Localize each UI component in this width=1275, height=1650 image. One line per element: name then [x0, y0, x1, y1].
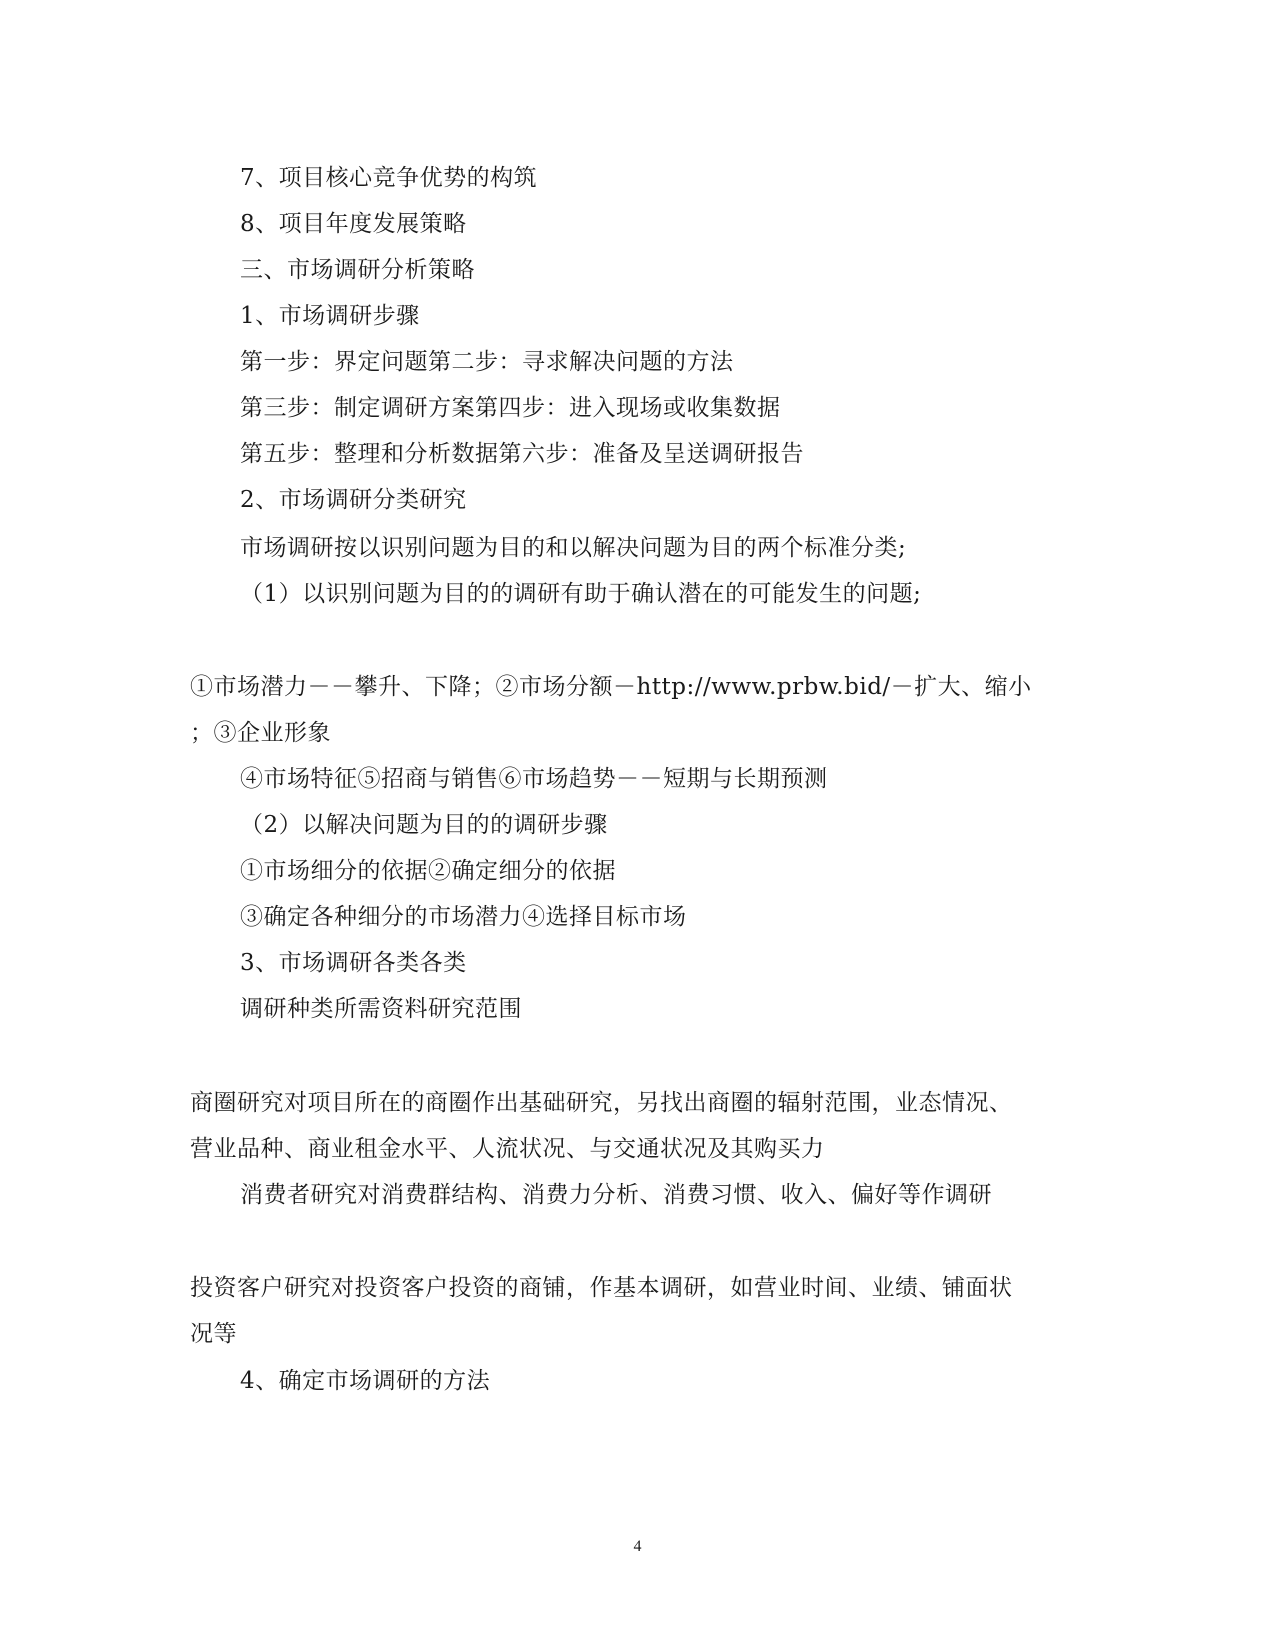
text-line: 第五步：整理和分析数据第六步：准备及呈送调研报告 [240, 441, 804, 467]
page-number: 4 [633, 1538, 642, 1555]
text-line: 投资客户研究对投资客户投资的商铺，作基本调研，如营业时间、业绩、铺面状 [190, 1275, 1013, 1301]
text-line: 7、项目核心竞争优势的构筑 [240, 165, 538, 191]
text-line: ④市场特征⑤招商与销售⑥市场趋势－－短期与长期预测 [240, 766, 828, 792]
text-line: 市场调研按以识别问题为目的和以解决问题为目的两个标准分类; [240, 535, 907, 561]
text-line: ③确定各种细分的市场潜力④选择目标市场 [240, 904, 687, 930]
text-line: 况等 [190, 1321, 237, 1347]
text-line: 第一步：界定问题第二步：寻求解决问题的方法 [240, 349, 734, 375]
text-line: 营业品种、商业租金水平、人流状况、与交通状况及其购买力 [190, 1136, 825, 1162]
text-line: 第三步：制定调研方案第四步：进入现场或收集数据 [240, 395, 781, 421]
text-line: 商圈研究对项目所在的商圈作出基础研究，另找出商圈的辐射范围，业态情况、 [190, 1090, 1013, 1116]
text-line: （2）以解决问题为目的的调研步骤 [240, 812, 608, 838]
subsection-heading: 2、市场调研分类研究 [240, 487, 467, 513]
subsection-heading: 3、市场调研各类各类 [240, 950, 467, 976]
text-line: ①市场潜力－－攀升、下降；②市场分额－http://www.prbw.bid/－扩大、缩小 [190, 674, 1032, 700]
text-line: （1）以识别问题为目的的调研有助于确认潜在的可能发生的问题; [240, 581, 922, 607]
subsection-heading: 4、确定市场调研的方法 [240, 1368, 491, 1394]
text-line: 调研种类所需资料研究范围 [240, 996, 522, 1022]
section-heading: 三、市场调研分析策略 [240, 257, 475, 283]
text-line: 8、项目年度发展策略 [240, 211, 467, 237]
text-line: ①市场细分的依据②确定细分的依据 [240, 858, 616, 884]
text-line: 消费者研究对消费群结构、消费力分析、消费习惯、收入、偏好等作调研 [240, 1182, 992, 1208]
text-line: ；③企业形象 [190, 720, 331, 746]
subsection-heading: 1、市场调研步骤 [240, 303, 420, 329]
